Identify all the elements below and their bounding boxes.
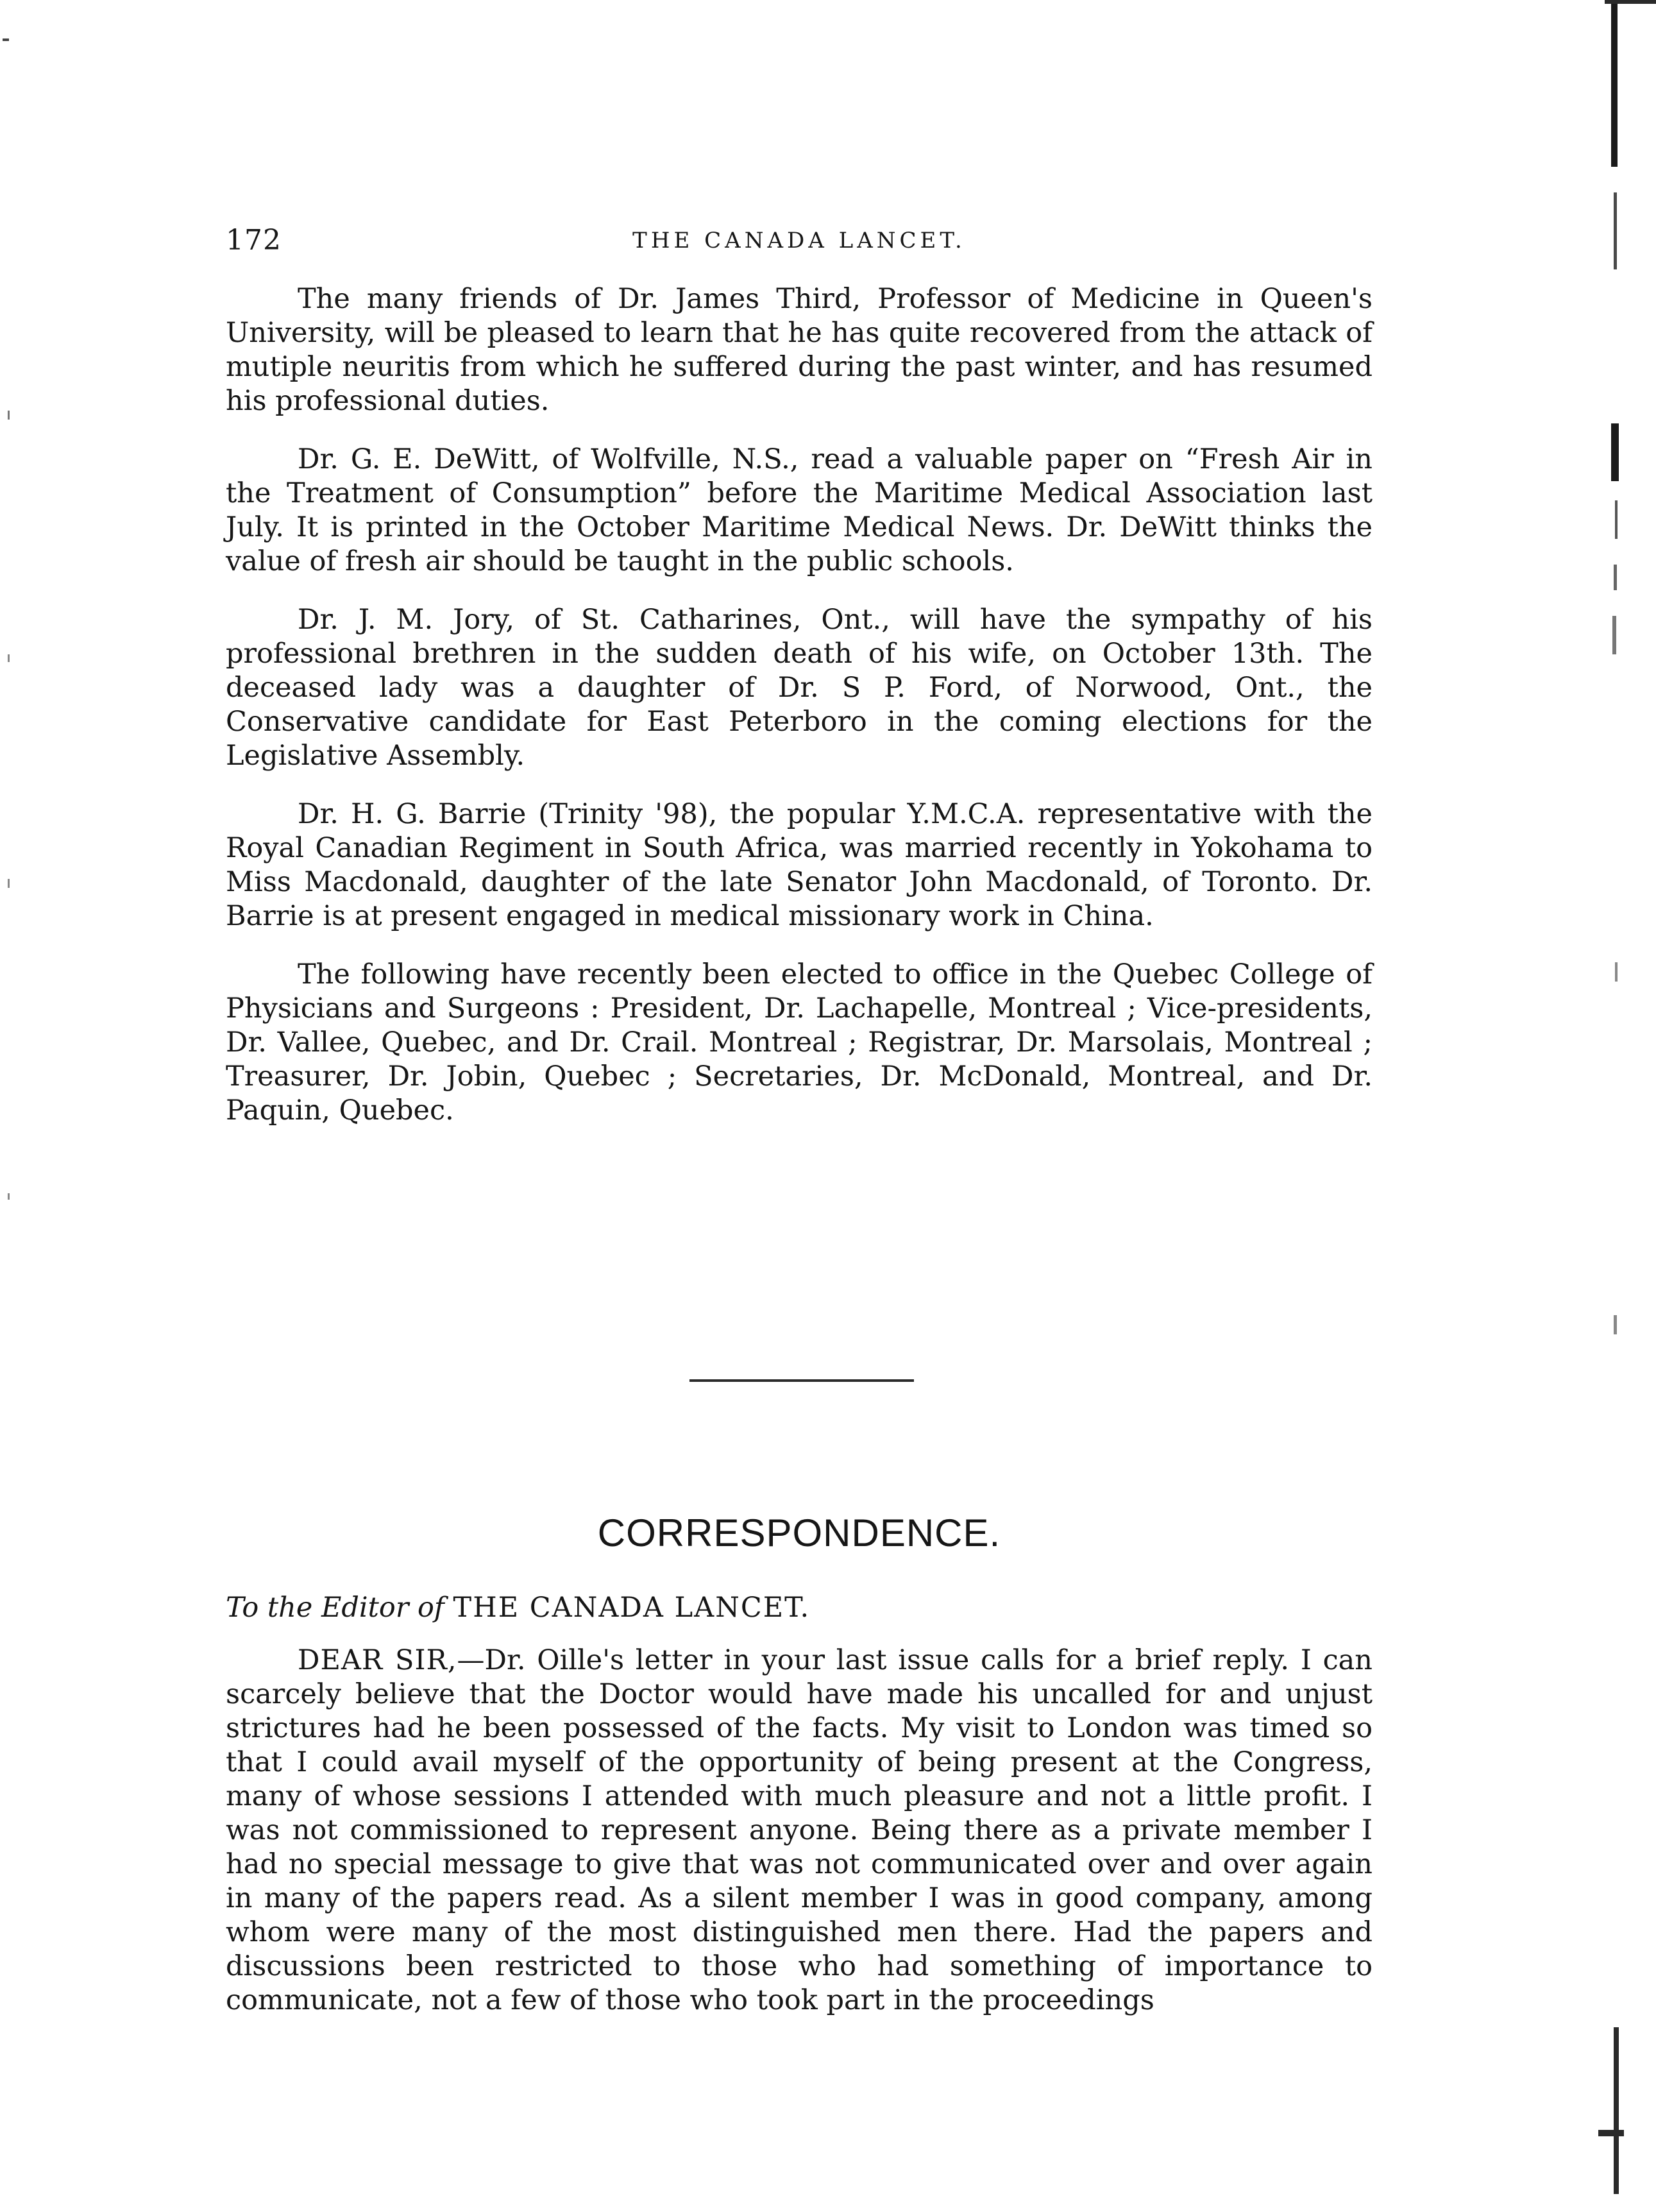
address-lead: To the Editor of (226, 1592, 444, 1624)
section-divider (689, 1379, 914, 1382)
letter-salutation: DEAR SIR, (298, 1644, 457, 1676)
news-paragraph: Dr. H. G. Barrie (Trinity '98), the popular Y.M.C.A. representative with the Royal Canadian Regiment in South Africa, was married recently in Yokohama to Miss Macdonald, daughter of the late Senator John Macdonald, of Toronto. Dr. Barrie is at present engaged in medical missionary work in China. (226, 798, 1373, 932)
letter-body (226, 1644, 1373, 2018)
address-publication: THE CANADA LANCET. (453, 1592, 811, 1624)
running-head: THE CANADA LANCET. (632, 228, 966, 253)
news-paragraph: Dr. J. M. Jory, of St. Catharines, Ont., will have the sympathy of his professional brethren in the sudden death of his wife, on October 13th. The deceased lady was a daughter of Dr. S P. Ford, of Norwood, Ont., the Conservative candidate for East Peterboro in the coming elections for the Legislative Assembly. (226, 604, 1373, 772)
section-title: CORRESPONDENCE. (597, 1511, 1001, 1554)
news-notes (226, 282, 1373, 1152)
page-number: 172 (226, 224, 282, 257)
scan-edge-artifact-left (0, 0, 38, 2212)
news-paragraph: Dr. G. E. DeWitt, of Wolfville, N.S., read a valuable paper on “Fresh Air in the Treatment of Consumption” before the Maritime Medical Association last July. It is printed in the October Maritime Medical News. Dr. DeWitt thinks the value of fresh air should be taught in the public schools. (226, 443, 1373, 577)
letter-text: —Dr. Oille's letter in your last issue calls for a brief reply. I can scarcely believe that the Doctor would have made his uncalled for and unjust strictures had he been possessed of the facts. My visit to London was timed so that I could avail myself of the opportunity of being present at the Congress, many of whose sessions I attended with much pleasure and not a little profit. I was not commissioned to represent anyone. Being there as a private member I had no special message to give that was not communicated over and over again in many of the papers read. As a silent member I was in good company, among whom were many of the most distinguished men there. Had the papers and discussions been restricted to those who had something of importance to communicate, not a few of those who took part in the proceedings (226, 1644, 1373, 2016)
page-header (226, 218, 1373, 263)
scan-edge-artifact-right (1585, 0, 1656, 2212)
news-paragraph: The many friends of Dr. James Third, Professor of Medicine in Queen's University, will be pleased to learn that he has quite recovered from the attack of mutiple neuritis from which he suffered during the past winter, and has resumed his professional duties. (226, 283, 1373, 417)
letter-address (226, 1590, 1373, 1626)
news-paragraph: The following have recently been elected to office in the Quebec College of Physicians and Surgeons : President, Dr. Lachapelle, Montreal ; Vice-presidents, Dr. Vallee, Quebec, and Dr. Crail. Montreal ; Registrar, Dr. Marsolais, Montreal ; Treasurer, Dr. Jobin, Quebec ; Secretaries, Dr. McDonald, Montreal, and Dr. Paquin, Quebec. (226, 958, 1373, 1127)
